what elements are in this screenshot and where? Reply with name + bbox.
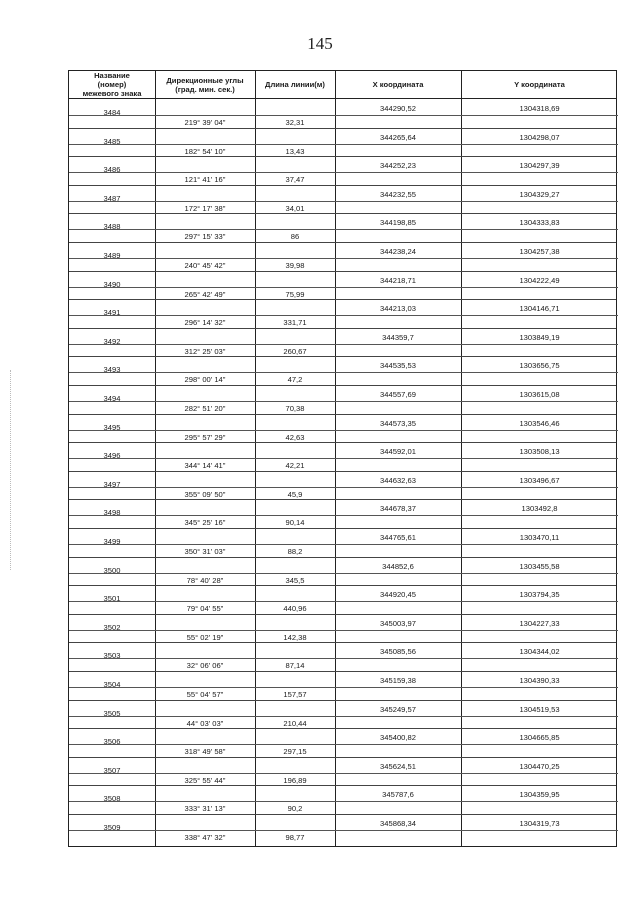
x-coordinate: 344535,53 [380,361,416,371]
y-coordinate: 1304146,71 [519,304,560,314]
point-name: 3492 [103,336,121,346]
line-length: 142,38 [283,632,307,642]
coord-underline [335,344,618,345]
y-coordinate: 1304359,95 [519,790,560,800]
direction-angle: 297° 15' 33" [184,232,226,242]
line-length: 157,57 [283,690,307,699]
coord-underline [335,401,618,402]
point-name: 3488 [103,222,121,232]
coord-underline [335,630,618,631]
line-length: 47,2 [287,375,303,385]
table-row [69,156,616,185]
y-coordinate: 1304222,49 [519,275,560,285]
x-coordinate: 344852,6 [382,561,414,571]
x-coordinate: 344359,7 [382,332,414,342]
table-row [69,671,616,700]
point-name: 3506 [103,737,121,747]
line-length: 210,44 [283,718,307,728]
header-y: Y координата [514,80,565,89]
row-divider [69,785,616,786]
row-divider [69,728,616,729]
table-row [69,785,616,814]
segment-upper-line [155,315,335,316]
row-divider [69,471,616,472]
segment-upper-line [155,630,335,631]
y-coordinate: 1303615,08 [519,390,560,399]
direction-angle: 344° 14' 41" [184,461,226,471]
y-coordinate: 1304329,27 [519,189,560,199]
header-length: Длина линии(м) [265,80,325,89]
coord-underline [335,201,618,202]
row-divider [69,271,616,272]
table-row [69,585,616,614]
y-coordinate: 1304344,02 [519,647,560,657]
segment-upper-line [155,773,335,774]
segment-upper-line [155,201,335,202]
point-name: 3485 [103,136,121,146]
point-name: 3505 [103,708,121,718]
line-length: 37,47 [285,175,305,185]
y-coordinate: 1303508,13 [519,447,560,457]
row-divider [69,356,616,357]
y-coordinate: 1303470,11 [519,533,560,542]
line-length: 70,38 [285,404,305,413]
y-coordinate: 1304297,39 [519,161,560,171]
page-number: 145 [307,34,333,53]
line-length: 34,01 [285,203,305,213]
direction-angle: 265° 42' 49" [184,289,226,299]
segment-upper-line [155,601,335,602]
line-length: 32,31 [285,118,305,127]
line-length: 196,89 [283,775,307,785]
table-row [69,414,616,443]
direction-angle: 182° 54' 10" [184,146,226,156]
row-divider [69,814,616,815]
coord-underline [335,658,618,659]
row-divider [69,700,616,701]
segment-upper-line [155,744,335,745]
direction-angle: 79° 04' 55" [186,604,224,614]
point-name: 3494 [103,394,121,403]
y-coordinate: 1304390,33 [519,676,560,685]
line-length: 297,15 [283,747,307,757]
point-name: 3496 [103,451,121,461]
table-row [69,299,616,328]
header-angle: Дирекционные углы (град. мин. сек.) [166,75,244,94]
line-length: 13,43 [285,146,305,156]
coord-underline [335,801,618,802]
segment-upper-line [155,258,335,259]
y-coordinate: 1304319,73 [519,819,560,828]
row-divider [69,614,616,615]
coord-underline [335,544,618,545]
coord-underline [335,172,618,173]
line-length: 39,98 [285,261,305,270]
x-coordinate: 344265,64 [380,132,416,142]
coord-underline [335,229,618,230]
y-coordinate: 1303455,58 [519,561,560,571]
x-coordinate: 344632,63 [380,475,416,485]
segment-upper-line [155,372,335,373]
line-length: 45,9 [287,489,303,499]
segment-upper-line [155,401,335,402]
point-name: 3509 [103,823,121,832]
point-name: 3507 [103,765,121,775]
x-coordinate: 344213,03 [380,304,416,314]
row-divider [69,128,616,129]
direction-angle: 78° 40' 28" [186,575,224,585]
table-row [69,128,616,157]
line-length: 260,67 [283,346,307,356]
table-row [69,700,616,729]
y-coordinate: 1304333,83 [519,218,560,228]
table-row [69,99,616,128]
point-name: 3504 [103,680,121,689]
coord-underline [335,487,618,488]
row-divider [69,385,616,386]
x-coordinate: 344557,69 [380,390,416,399]
y-coordinate: 1304227,33 [519,618,560,628]
x-coordinate: 344765,61 [380,533,416,542]
table-row [69,728,616,757]
segment-upper-line [155,430,335,431]
direction-angle: 282° 51' 20" [184,404,226,413]
y-coordinate: 1304470,25 [519,761,560,771]
coord-underline [335,372,618,373]
direction-angle: 55° 02' 19" [186,632,224,642]
direction-angle: 44° 03' 03" [186,718,224,728]
y-coordinate: 1303656,75 [519,361,560,371]
x-coordinate: 345249,57 [380,704,416,714]
row-divider [69,585,616,586]
row-divider [69,557,616,558]
line-length: 87,14 [285,661,305,671]
segment-upper-line [155,830,335,831]
segment-upper-line [155,573,335,574]
x-coordinate: 344573,35 [380,418,416,428]
line-length: 331,71 [283,318,307,328]
x-coordinate: 344592,01 [380,447,416,457]
table-row [69,242,616,271]
line-length: 42,21 [285,461,305,471]
point-name: 3498 [103,508,121,518]
table-row [69,499,616,528]
coord-underline [335,515,618,516]
coord-underline [335,458,618,459]
y-coordinate: 1303546,46 [519,418,560,428]
header-name: Название (номер) межевого знака [82,71,142,98]
table-row [69,213,616,242]
x-coordinate: 345400,82 [380,733,416,743]
table-row [69,271,616,300]
table-row [69,557,616,586]
coord-underline [335,744,618,745]
table-row [69,356,616,385]
line-length: 88,2 [287,547,303,556]
direction-angle: 172° 17' 38" [184,203,226,213]
row-divider [69,414,616,415]
x-coordinate: 345085,56 [380,647,416,657]
segment-upper-line [155,172,335,173]
segment-upper-line [155,458,335,459]
row-divider [69,642,616,643]
table-row [69,614,616,643]
direction-angle: 121° 41' 16" [184,175,226,185]
coord-underline [335,716,618,717]
row-divider [69,213,616,214]
point-name: 3491 [103,308,121,318]
segment-upper-line [155,144,335,145]
x-coordinate: 345868,34 [380,819,416,828]
line-length: 42,63 [285,432,305,442]
direction-angle: 318° 49' 58" [184,747,226,757]
direction-angle: 32° 06' 06" [186,661,224,671]
table-row [69,757,616,786]
segment-upper-line [155,515,335,516]
row-divider [69,156,616,157]
segment-upper-line [155,487,335,488]
coord-underline [335,773,618,774]
boundary-coordinates-table [68,70,617,847]
segment-upper-line [155,344,335,345]
x-coordinate: 344218,71 [380,275,416,285]
row-divider [69,442,616,443]
line-length: 90,2 [287,804,303,814]
y-coordinate: 1303794,35 [519,590,560,600]
y-coordinate: 1304318,69 [519,104,560,113]
x-coordinate: 345624,51 [380,761,416,771]
table-row [69,528,616,557]
segment-upper-line [155,229,335,230]
table-row [69,471,616,500]
coord-underline [335,573,618,574]
direction-angle: 296° 14' 32" [184,318,226,328]
point-name: 3503 [103,651,121,661]
line-length: 86 [290,232,300,242]
y-coordinate: 1304665,85 [519,733,560,743]
y-coordinate: 1304257,38 [519,247,560,256]
segment-upper-line [155,658,335,659]
y-coordinate: 1303849,19 [519,332,560,342]
coord-underline [335,687,618,688]
segment-upper-line [155,687,335,688]
segment-upper-line [155,287,335,288]
y-coordinate: 1304298,07 [519,132,560,142]
table-row [69,814,616,843]
row-divider [69,299,616,300]
header-x: X координата [372,80,424,89]
coord-underline [335,287,618,288]
point-name: 3502 [103,622,121,632]
x-coordinate: 345159,38 [380,676,416,685]
x-coordinate: 344238,24 [380,247,416,256]
point-name: 3495 [103,422,121,432]
direction-angle: 325° 55' 44" [184,775,226,785]
segment-upper-line [155,544,335,545]
margin-scan-marks [10,370,13,570]
segment-upper-line [155,716,335,717]
direction-angle: 312° 25' 03" [184,346,226,356]
table-row [69,642,616,671]
x-coordinate: 344198,85 [380,218,416,228]
coord-underline [335,315,618,316]
point-name: 3490 [103,279,121,289]
table-row [69,185,616,214]
table-row [69,385,616,414]
segment-upper-line [155,801,335,802]
line-length: 75,99 [285,289,305,299]
direction-angle: 345° 25' 16" [184,518,226,528]
segment-upper-line [155,115,335,116]
table-row [69,442,616,471]
row-divider [69,499,616,500]
direction-angle: 350° 31' 03" [184,547,226,556]
row-divider [69,528,616,529]
point-name: 3489 [103,251,121,260]
y-coordinate: 1303492,8 [521,504,558,514]
line-length: 440,96 [283,604,307,614]
coord-underline [335,144,618,145]
coord-underline [335,830,618,831]
coord-underline [335,430,618,431]
point-name: 3486 [103,165,121,175]
x-coordinate: 345787,6 [382,790,414,800]
point-name: 3497 [103,479,121,489]
point-name: 3484 [103,108,121,117]
row-divider [69,757,616,758]
row-divider [69,185,616,186]
coord-underline [335,115,618,116]
point-name: 3493 [103,365,121,375]
row-divider [69,671,616,672]
direction-angle: 333° 31' 13" [184,804,226,814]
x-coordinate: 344678,37 [380,504,416,514]
y-coordinate: 1303496,67 [519,475,560,485]
point-name: 3487 [103,193,121,203]
direction-angle: 219° 39' 04" [184,118,226,127]
direction-angle: 240° 45' 42" [184,261,226,270]
x-coordinate: 344290,52 [380,104,416,113]
direction-angle: 55° 04' 57" [186,690,224,699]
point-name: 3499 [103,537,121,546]
y-coordinate: 1304519,53 [519,704,560,714]
line-length: 98,77 [285,833,305,842]
coord-underline [335,258,618,259]
line-length: 90,14 [285,518,305,528]
point-name: 3508 [103,794,121,804]
table-row [69,328,616,357]
x-coordinate: 344920,45 [380,590,416,600]
coord-underline [335,601,618,602]
point-name: 3500 [103,565,121,575]
direction-angle: 355° 09' 50" [184,489,226,499]
x-coordinate: 344232,55 [380,189,416,199]
point-name: 3501 [103,594,121,604]
row-divider [69,242,616,243]
x-coordinate: 344252,23 [380,161,416,171]
line-length: 345,5 [285,575,305,585]
direction-angle: 298° 00' 14" [184,375,226,385]
x-coordinate: 345003,97 [380,618,416,628]
row-divider [69,328,616,329]
direction-angle: 295° 57' 29" [184,432,226,442]
direction-angle: 338° 47' 32" [184,833,226,842]
